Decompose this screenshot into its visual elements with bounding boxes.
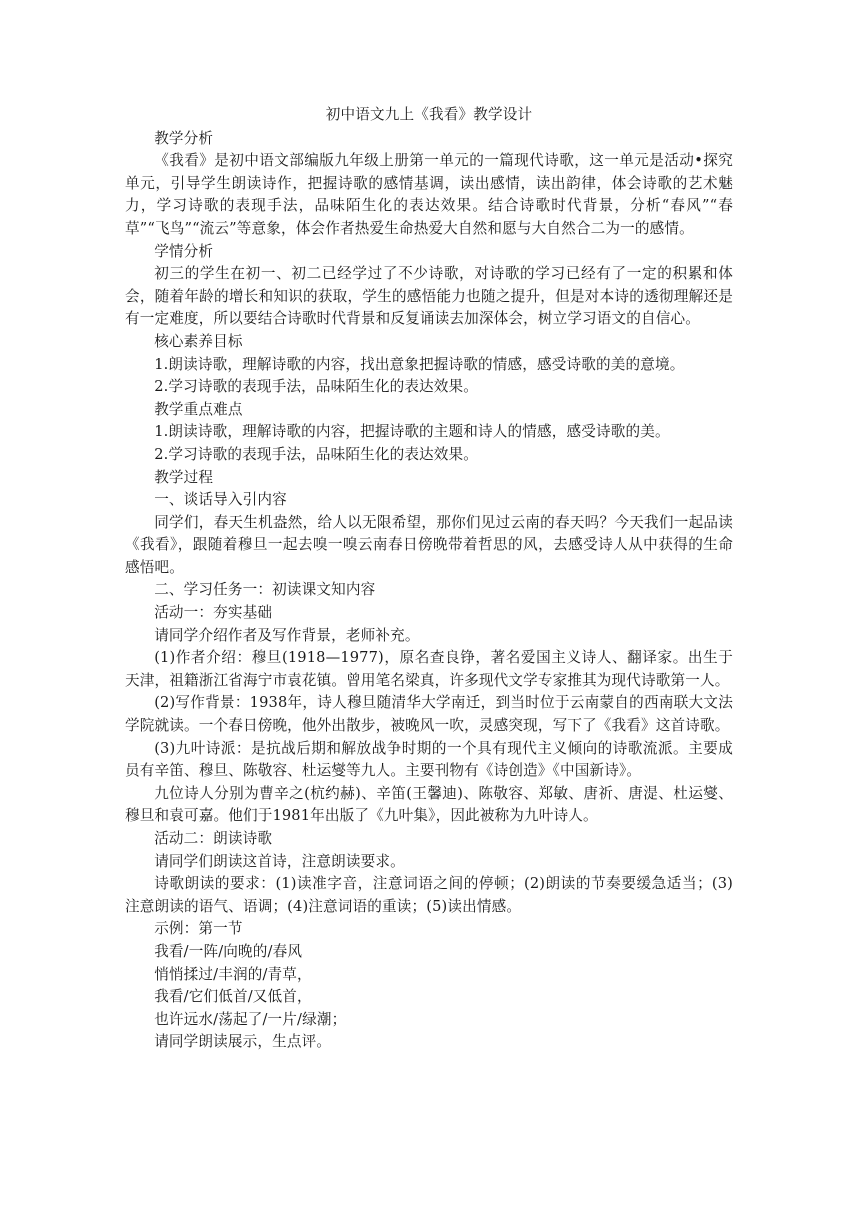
paragraph-teaching-analysis: 《我看》是初中语文部编版九年级上册第一单元的一篇现代诗歌，这一单元是活动•探究单元，引导学生朗读诗作，把握诗歌的感情基调，读出感情，读出韵律，体会诗歌的艺术魅力，学习诗歌的表现手法，品味陌生化的表达效果。结合诗歌时代背景，分析“春风”“春草”“飞鸟”“流云”等意象，体会作者热爱生命热爱大自然和愿与大自然合二为一的感情。	[125, 152, 733, 237]
heading-key-difficulties: 教学重点难点	[154, 400, 243, 418]
difficulty-item-2: 2.学习诗歌的表现手法，品味陌生化的表达效果。	[154, 445, 479, 463]
goal-item-2: 2.学习诗歌的表现手法，品味陌生化的表达效果。	[154, 378, 479, 396]
goal-item-1: 1.朗读诗歌，理解诗歌的内容，找出意象把握诗歌的情感，感受诗歌的美的意境。	[154, 355, 685, 373]
section-heading-intro: 一、谈话导入引内容	[154, 491, 287, 509]
activity-one-instruction: 请同学介绍作者及写作背景，老师补充。	[154, 626, 420, 644]
document-body	[125, 104, 733, 1054]
jiuye-school: (3)九叶诗派：是抗战后期和解放战争时期的一个具有现代主义倾向的诗歌流派。主要成员有辛笛、穆旦、陈敬容、杜运燮等九人。主要刊物有《诗创造》《中国新诗》。	[125, 739, 733, 780]
section-heading-task-one: 二、学习任务一：初读课文知内容	[154, 581, 376, 599]
activity-two-heading: 活动二：朗读诗歌	[154, 830, 273, 847]
heading-core-goals: 核心素养目标	[154, 332, 243, 350]
example-heading: 示例：第一节	[154, 920, 243, 938]
poem-line-1: 我看/一阵/向晚的/春风	[154, 942, 303, 960]
heading-teaching-process: 教学过程	[154, 468, 214, 486]
author-introduction: (1)作者介绍：穆旦(1918—1977)，原名查良铮，著名爱国主义诗人、翻译家。出生于天津，祖籍浙江省海宁市袁花镇。曾用笔名梁真，许多现代文学专家推其为现代诗歌第一人。	[125, 649, 733, 689]
paragraph-intro: 同学们，春天生机盎然，给人以无限希望，那你们见过云南的春天吗？今天我们一起品读《我看》，跟随着穆旦一起去嗅一嗅云南春日傍晚带着哲思的风，去感受诗人从中获得的生命感悟吧。	[125, 513, 733, 576]
nine-poets: 九位诗人分别为曹辛之(杭约赫)、辛笛(王馨迪)、陈敬容、郑敏、唐祈、唐湜、杜运燮、穆旦和袁可嘉。他们于1981年出版了《九叶集》，因此被称为九叶诗人。	[125, 784, 733, 825]
document-title: 初中语文九上《我看》教学设计	[325, 106, 533, 123]
writing-background: (2)写作背景：1938年，诗人穆旦随清华大学南迁，到当时位于云南蒙自的西南联大文法学院就读。一个春日傍晚，他外出散步，被晚风一吹，灵感突现，写下了《我看》这首诗歌。	[125, 694, 733, 735]
heading-teaching-analysis: 教学分析	[154, 129, 214, 147]
paragraph-student-analysis: 初三的学生在初一、初二已经学过了不少诗歌，对诗歌的学习已经有了一定的积累和体会，随着年龄的增长和知识的获取，学生的感悟能力也随之提升，但是对本诗的透彻理解还是有一定难度，所以要结合诗歌时代背景和反复诵读去加深体会，树立学习语文的自信心。	[125, 265, 733, 328]
reading-requirements: 诗歌朗读的要求：(1)读准字音，注意词语之间的停顿；(2)朗读的节奏要缓急适当；(3)注意朗读的语气、语调；(4)注意词语的重读；(5)读出情感。	[125, 875, 733, 915]
closing-instruction: 请同学朗读展示，生点评。	[154, 1033, 332, 1051]
poem-line-3: 我看/它们低首/又低首，	[154, 988, 312, 1006]
activity-one-heading: 活动一：夯实基础	[154, 604, 273, 622]
heading-student-analysis: 学情分析	[154, 242, 214, 260]
activity-two-instruction: 请同学们朗读这首诗，注意朗读要求。	[154, 852, 405, 870]
poem-line-4: 也许远水/荡起了/一片/绿潮；	[154, 1010, 347, 1028]
poem-line-2: 悄悄揉过/丰润的/青草，	[154, 965, 312, 983]
difficulty-item-1: 1.朗读诗歌，理解诗歌的内容，把握诗歌的主题和诗人的情感，感受诗歌的美。	[154, 423, 670, 441]
